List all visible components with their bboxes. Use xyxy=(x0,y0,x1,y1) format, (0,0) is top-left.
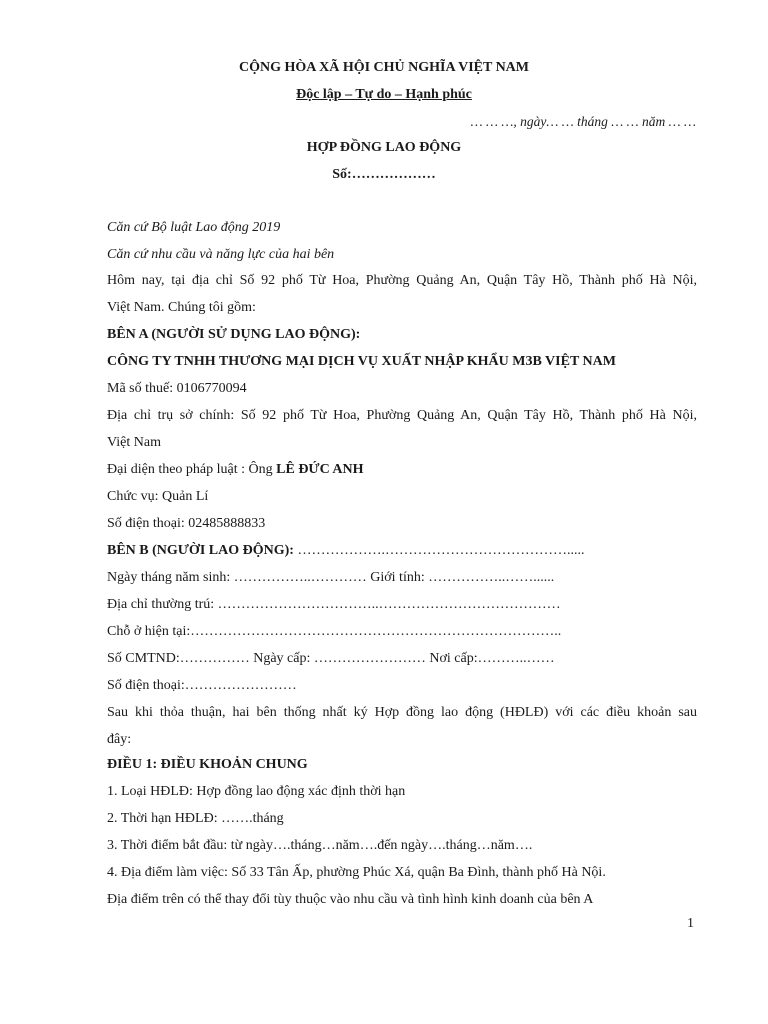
party-b-heading-dots: ……………….…………………………………..... xyxy=(293,543,585,558)
article-1-item-3: 3. Thời điểm bắt đầu: từ ngày….tháng…năm….đến ngày….tháng…năm…. xyxy=(107,838,533,853)
party-a-address-line-2: Việt Nam xyxy=(107,435,161,450)
contract-number: Số:……………… xyxy=(332,167,436,182)
party-a-position: Chức vụ: Quản Lí xyxy=(107,489,209,504)
article-1-item-2: 2. Thời hạn HĐLĐ: …….tháng xyxy=(107,811,284,826)
party-b-heading: BÊN B (NGƯỜI LAO ĐỘNG): xyxy=(107,543,294,558)
party-b-dob: Ngày tháng năm sinh: ……………..………… Giới tính: ……………..……...... xyxy=(107,570,555,585)
party-a-representative xyxy=(107,461,697,479)
party-a-phone: Số điện thoại: 02485888833 xyxy=(107,516,266,531)
party-b-current-address: Chỗ ở hiện tại:…………………………………………………………………….. xyxy=(107,624,562,639)
intro-line-1: Hôm nay, tại địa chỉ Số 92 phố Từ Hoa, Phường Quảng An, Quận Tây Hồ, Thành phố Hà Nội, xyxy=(107,273,697,288)
article-1-heading: ĐIỀU 1: ĐIỀU KHOẢN CHUNG xyxy=(107,757,308,772)
party-a-tax-code: Mã số thuế: 0106770094 xyxy=(107,381,247,396)
article-1-item-1: 1. Loại HĐLĐ: Hợp đồng lao động xác định thời hạn xyxy=(107,784,406,799)
page-number: 1 xyxy=(687,916,694,931)
representative-name: LÊ ĐỨC ANH xyxy=(276,462,364,477)
motto: Độc lập – Tự do – Hạnh phúc xyxy=(296,87,472,102)
agreement-line-2: đây: xyxy=(107,732,132,747)
basis-2: Căn cứ nhu cầu và năng lực của hai bên xyxy=(107,247,335,262)
article-1-note: Địa điểm trên có thể thay đổi tùy thuộc vào nhu cầu và tình hình kinh doanh của bên A xyxy=(107,892,594,907)
party-a-heading: BÊN A (NGƯỜI SỬ DỤNG LAO ĐỘNG): xyxy=(107,327,361,342)
national-title: CỘNG HÒA XÃ HỘI CHỦ NGHĨA VIỆT NAM xyxy=(238,60,529,75)
agreement-line-1: Sau khi thỏa thuận, hai bên thống nhất ký Hợp đồng lao động (HĐLĐ) với các điều khoản sau xyxy=(107,705,697,720)
party-a-company-name: CÔNG TY TNHH THƯƠNG MẠI DỊCH VỤ XUẤT NHẬP KHẨU M3B VIỆT NAM xyxy=(107,354,616,369)
representative-label: Đại diện theo pháp luật : Ông xyxy=(107,462,277,477)
basis-1: Căn cứ Bộ luật Lao động 2019 xyxy=(107,220,281,235)
party-a-address-line-1: Địa chỉ trụ sở chính: Số 92 phố Từ Hoa, Phường Quảng An, Quận Tây Hồ, Thành phố Hà Nội, xyxy=(107,408,697,423)
contract-title: HỢP ĐỒNG LAO ĐỘNG xyxy=(306,140,462,155)
party-b-heading-line xyxy=(107,542,697,560)
article-1-item-4: 4. Địa điểm làm việc: Số 33 Tân Ấp, phường Phúc Xá, quận Ba Đình, thành phố Hà Nội. xyxy=(107,865,606,880)
intro-line-2: Việt Nam. Chúng tôi gồm: xyxy=(107,300,256,315)
date-line: … … …, ngày… … tháng … … năm … … xyxy=(470,114,696,129)
party-b-phone: Số điện thoại:…………………… xyxy=(107,678,297,693)
party-b-permanent-address: Địa chỉ thường trú: ……………………………..………………………………… xyxy=(107,597,561,612)
party-b-id-info: Số CMTND:…………… Ngày cấp: …………………… Nơi cấp:………..…… xyxy=(107,651,555,666)
